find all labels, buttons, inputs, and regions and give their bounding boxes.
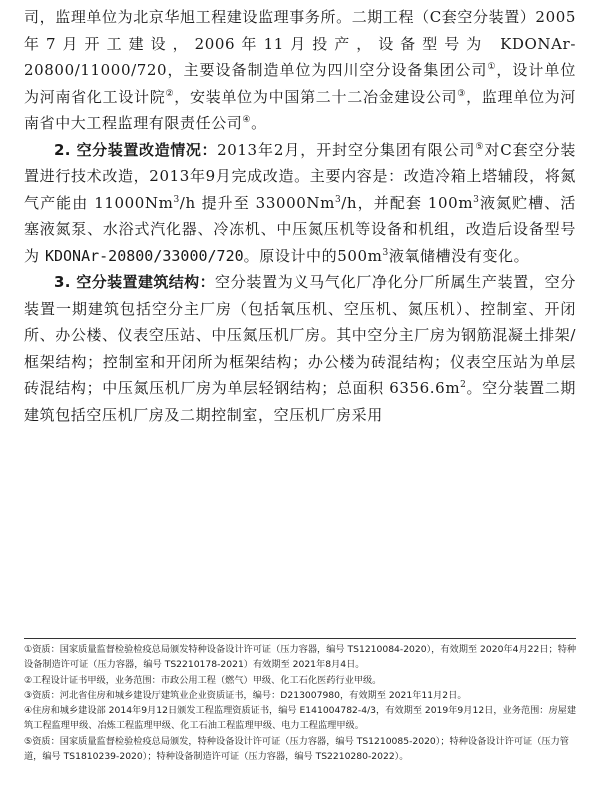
footnote-ref: ① [487, 62, 497, 72]
section-heading: 2. 空分装置改造情况： [54, 140, 218, 159]
section-heading: 3. 空分装置建筑结构： [54, 273, 215, 291]
footnotes [24, 642, 584, 764]
paragraph-text: /h 提升至 33000Nm [179, 193, 335, 212]
footnote-divider [24, 638, 576, 639]
paragraph-project-phase-two [24, 4, 576, 137]
paragraph-text: 。空分装置二期建筑包括空压机厂房及二期控制室，空压机厂房采用 [24, 379, 576, 424]
footnote-2: ②工程设计证书甲级，业务范围：市政公用工程（燃气）甲级、化工石化医药行业甲级。 [24, 674, 382, 686]
footnote-4: ④住房和城乡建设部 2014年9月12日颁发工程监理资质证书，编号 E141004782-4/3，有效期至 2019年9月12日，业务范围：房屋建筑工程监理甲级、冶炼工程监理甲级、化工石油工程监理甲级、电力工程监理甲级。 [24, 705, 577, 732]
superscript: 3 [173, 194, 180, 205]
paragraph-text: 2013年2月，开封空分集团有限公司 [217, 140, 476, 159]
superscript: 2 [460, 380, 467, 390]
paragraph-renovation [24, 137, 576, 270]
paragraph-text: 对C套空分装置进行技术改造，2013年9月完成改造。主要内容是：改造冷箱上塔辅段，将氮气产能由 11000Nm [24, 140, 576, 212]
paragraph-text: ，安装单位为中国第二十二冶金建设公司 [174, 87, 458, 106]
superscript: 3 [473, 194, 480, 205]
footnote-ref: ② [165, 88, 175, 99]
paragraph-text: 司，监理单位为北京华旭工程建设监理事务所。二期工程（C套空分装置）2005年7月开工建设，2006年11月投产，设备型号为 KDONAr-20800/11000/720，主要设备制造单位为四川空分设备集团公司 [24, 8, 576, 79]
superscript: 3 [382, 247, 389, 258]
paragraph-text: 液氧储槽没有变化。 [388, 246, 530, 265]
paragraph-text: /h，并配套 100m [341, 193, 474, 212]
footnote-1: ①资质：国家质量监督检验检疫总局颁发特种设备设计许可证（压力容器，编号 TS1210084-2020），有效期至 2020年4月22日；特种设备制造许可证（压力容器，编号 TS2210178-2021）有效期至 2021年8月4日。 [24, 644, 577, 671]
paragraph-text: ，监理单位为河南省中大工程监理有限责任公司 [24, 87, 577, 132]
paragraph-text: 液氮贮槽、活塞液氮泵、水浴式汽化器、冷冻机、中压氮压机等设备和机组，改造后设备型号为 [24, 193, 576, 265]
footnote-ref: ⑤ [475, 141, 485, 152]
footnote-ref: ③ [457, 88, 467, 99]
footnote-3: ③资质：河北省住房和城乡建设厅建筑业企业资质证书，编号：D213007980，有效期至 2021年11月2日。 [24, 689, 467, 701]
paragraph-text: 。 [251, 114, 267, 132]
superscript: 3 [334, 194, 342, 205]
footnote-ref: ④ [242, 115, 252, 125]
paragraph-text: 。原设计中的500m [243, 246, 383, 265]
paragraph-text: 空分装置为义马气化厂净化分厂所属生产装置，空分装置一期建筑包括空分主厂房（包括氧压机、空压机、氮压机）、控制室、开闭所、办公楼、仪表空压站、中压氮压机厂房。其中空分主厂房为钢筋混凝土排架/框架结构；控制室和开闭所为框架结构；办公楼为砖混结构；仪表空压站为单层砖混结构；中压氮压机厂房为单层轻钢结构；总面积 6356.6m [24, 273, 576, 397]
paragraph-building-structure [24, 269, 576, 428]
footnote-5: ⑤资质：国家质量监督检验检疫总局颁发，特种设备设计许可证（压力容器，编号 TS1210085-2020）；特种设备设计许可证（压力管道，编号 TS1810239-2020）；特种设备制造许可证（压力容器，编号 TS2210280-2022）。 [24, 735, 569, 763]
body-text [24, 4, 576, 428]
equipment-model: KDONAr-20800/33000/720 [44, 246, 244, 265]
paragraph-text: ，设计单位为河南省化工设计院 [24, 61, 576, 106]
